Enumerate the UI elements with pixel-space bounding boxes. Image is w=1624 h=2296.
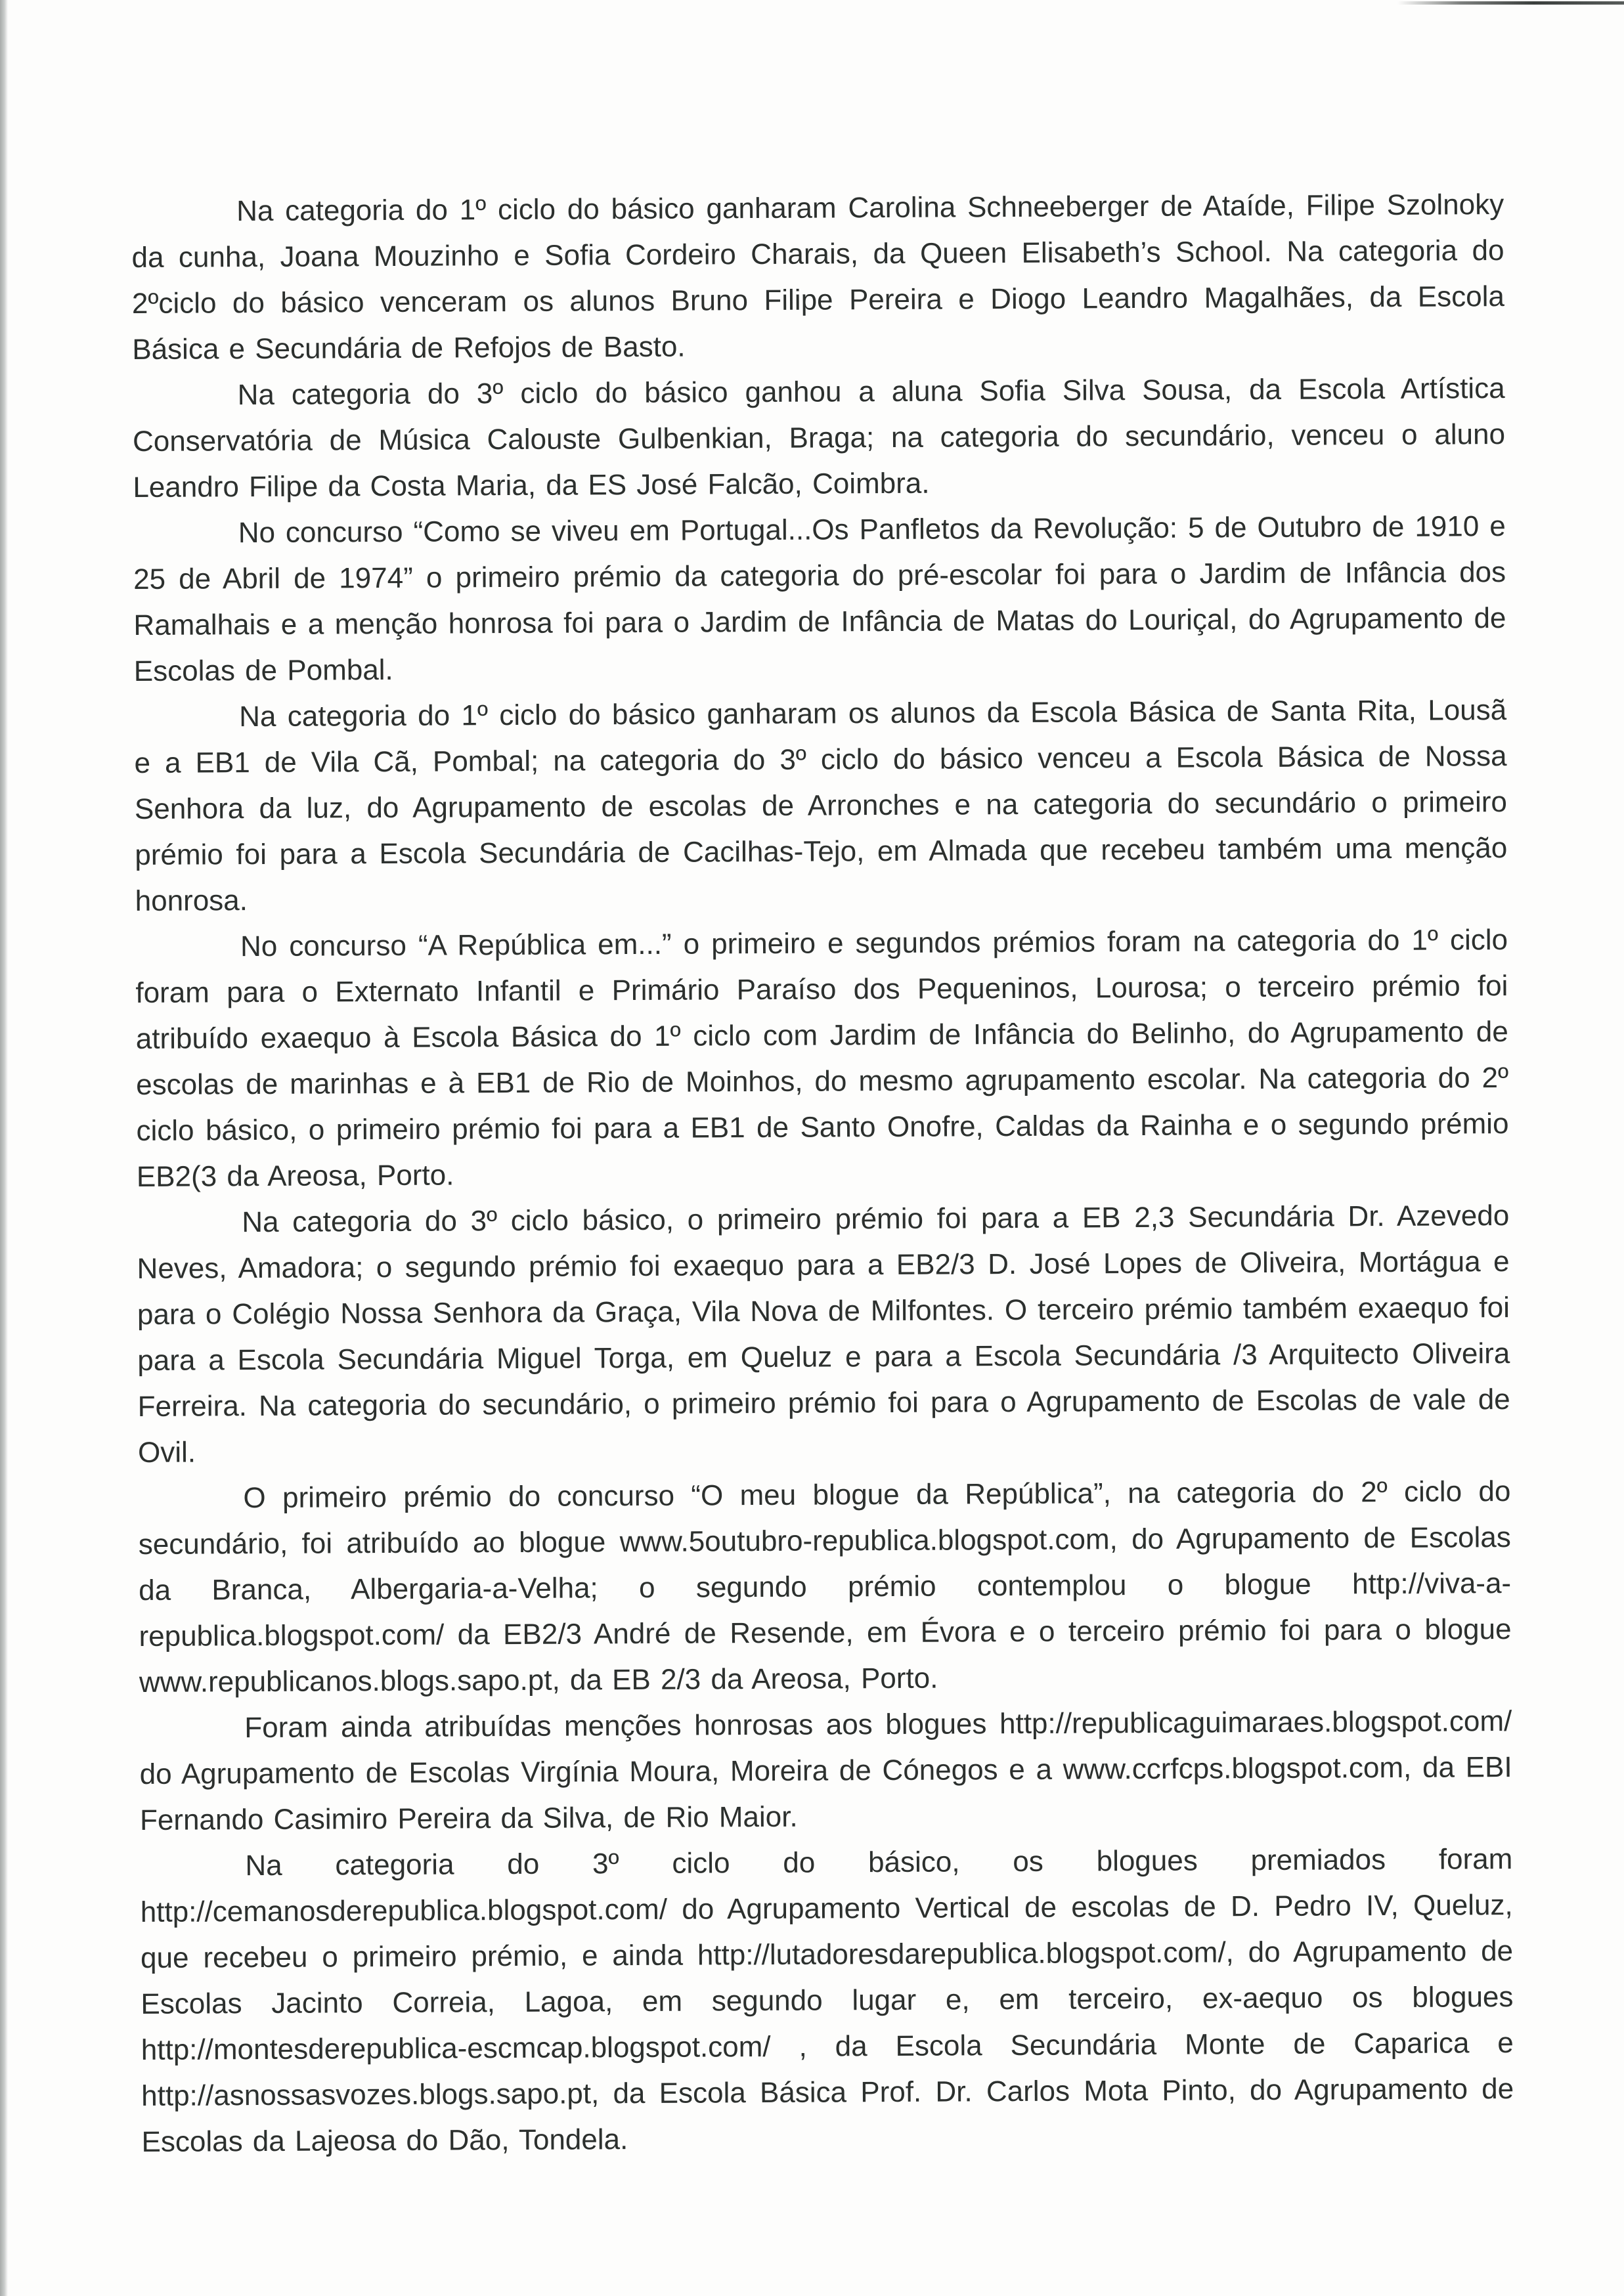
scan-line-artifact xyxy=(1397,1,1624,5)
paragraph-3: No concurso “Como se viveu em Portugal...Os Panfletos da Revolução: 5 de Outubro de 1910 e 25 de Abril de 1974” o primeiro prémio da categoria do pré-escolar foi para o Jardim de Infância dos Ramalhais e a menção honrosa foi para o Jardim de Infância de Matas do Louriçal, do Agrupamento de Escolas de Pombal. xyxy=(133,510,1506,687)
paragraph-6: Na categoria do 3º ciclo básico, o primeiro prémio foi para a EB 2,3 Secundária Dr. Azevedo Neves, Amadora; o segundo prémio foi exaequo para a EB2/3 D. José Lopes de Oliveira, Mortágua e para o Colégio Nossa Senhora da Graça, Vila Nova de Milfontes. O terceiro prémio também exaequo foi para a Escola Secundária Miguel Torga, em Queluz e para a Escola Secundária /3 Arquitecto Oliveira Ferreira. Na categoria do secundário, o primeiro prémio foi para o Agrupamento de Escolas de vale de Ovil. xyxy=(137,1200,1510,1469)
paragraph-8: Foram ainda atribuídas menções honrosas aos blogues http://republicaguimaraes.blogspot.com/ do Agrupamento de Escolas Virgínia Moura, Moreira de Cónegos e a www.ccrfcps.blogspot.com, da EBI Fernando Casimiro Pereira da Silva, de Rio Maior. xyxy=(139,1705,1512,1836)
paragraph-7: O primeiro prémio do concurso “O meu blogue da República”, na categoria do 2º ciclo do secundário, foi atribuído ao blogue www.5outubro-republica.blogspot.com, do Agrupamento de Escolas da Branca, Albergaria-a-Velha; o segundo prémio contemplou o blogue http://viva-a-republica.blogspot.com/ da EB2/3 André de Resende, em Évora e o terceiro prémio foi para o blogue www.republicanos.blogs.sapo.pt, da EB 2/3 da Areosa, Porto. xyxy=(138,1475,1512,1699)
document-body xyxy=(131,182,1514,2165)
paragraph-5: No concurso “A República em...” o primeiro e segundos prémios foram na categoria do 1º ciclo foram para o Externato Infantil e Primário Paraíso dos Pequeninos, Lourosa; o terceiro prémio foi atribuído exaequo à Escola Básica do 1º ciclo com Jardim de Infância do Belinho, do Agrupamento de escolas de marinhas e à EB1 de Rio de Moinhos, do mesmo agrupamento escolar. Na categoria do 2º ciclo básico, o primeiro prémio foi para a EB1 de Santo Onofre, Caldas da Rainha e o segundo prémio EB2(3 da Areosa, Porto. xyxy=(135,924,1509,1193)
paragraph-4: Na categoria do 1º ciclo do básico ganharam os alunos da Escola Básica de Santa Rita, Lousã e a EB1 de Vila Cã, Pombal; na categoria do 3º ciclo do básico venceu a Escola Básica de Nossa Senhora da luz, do Agrupamento de escolas de Arronches e na categoria do secundário o primeiro prémio foi para a Escola Secundária de Cacilhas-Tejo, em Almada que recebeu também uma menção honrosa. xyxy=(134,694,1508,917)
paragraph-1: Na categoria do 1º ciclo do básico ganharam Carolina Schneeberger de Ataíde, Filipe Szolnoky da cunha, Joana Mouzinho e Sofia Cordeiro Charais, da Queen Elisabeth’s School. Na categoria do 2ºciclo do básico venceram os alunos Bruno Filipe Pereira e Diogo Leandro Magalhães, da Escola Básica e Secundária de Refojos de Basto. xyxy=(131,188,1505,366)
paragraph-9: Na categoria do 3º ciclo do básico, os blogues premiados foram http://cemanosderepublica.blogspot.com/ do Agrupamento Vertical de escolas de D. Pedro IV, Queluz, que recebeu o primeiro prémio, e ainda http://lutadoresdarepublica.blogspot.com/, do Agrupamento de Escolas Jacinto Correia, Lagoa, em segundo lugar e, em terceiro, ex-aequo os blogues http://montesderepublica-escmcap.blogspot.com/ , da Escola Secundária Monte de Caparica e http://asnossasvozes.blogs.sapo.pt, da Escola Básica Prof. Dr. Carlos Mota Pinto, do Agrupamento de Escolas da Lajeosa do Dão, Tondela. xyxy=(140,1843,1514,2158)
paragraph-2: Na categoria do 3º ciclo do básico ganhou a aluna Sofia Silva Sousa, da Escola Artística Conservatória de Música Calouste Gulbenkian, Braga; na categoria do secundário, venceu o aluno Leandro Filipe da Costa Maria, da ES José Falcão, Coimbra. xyxy=(132,372,1506,504)
scan-edge-artifact xyxy=(0,0,8,2296)
